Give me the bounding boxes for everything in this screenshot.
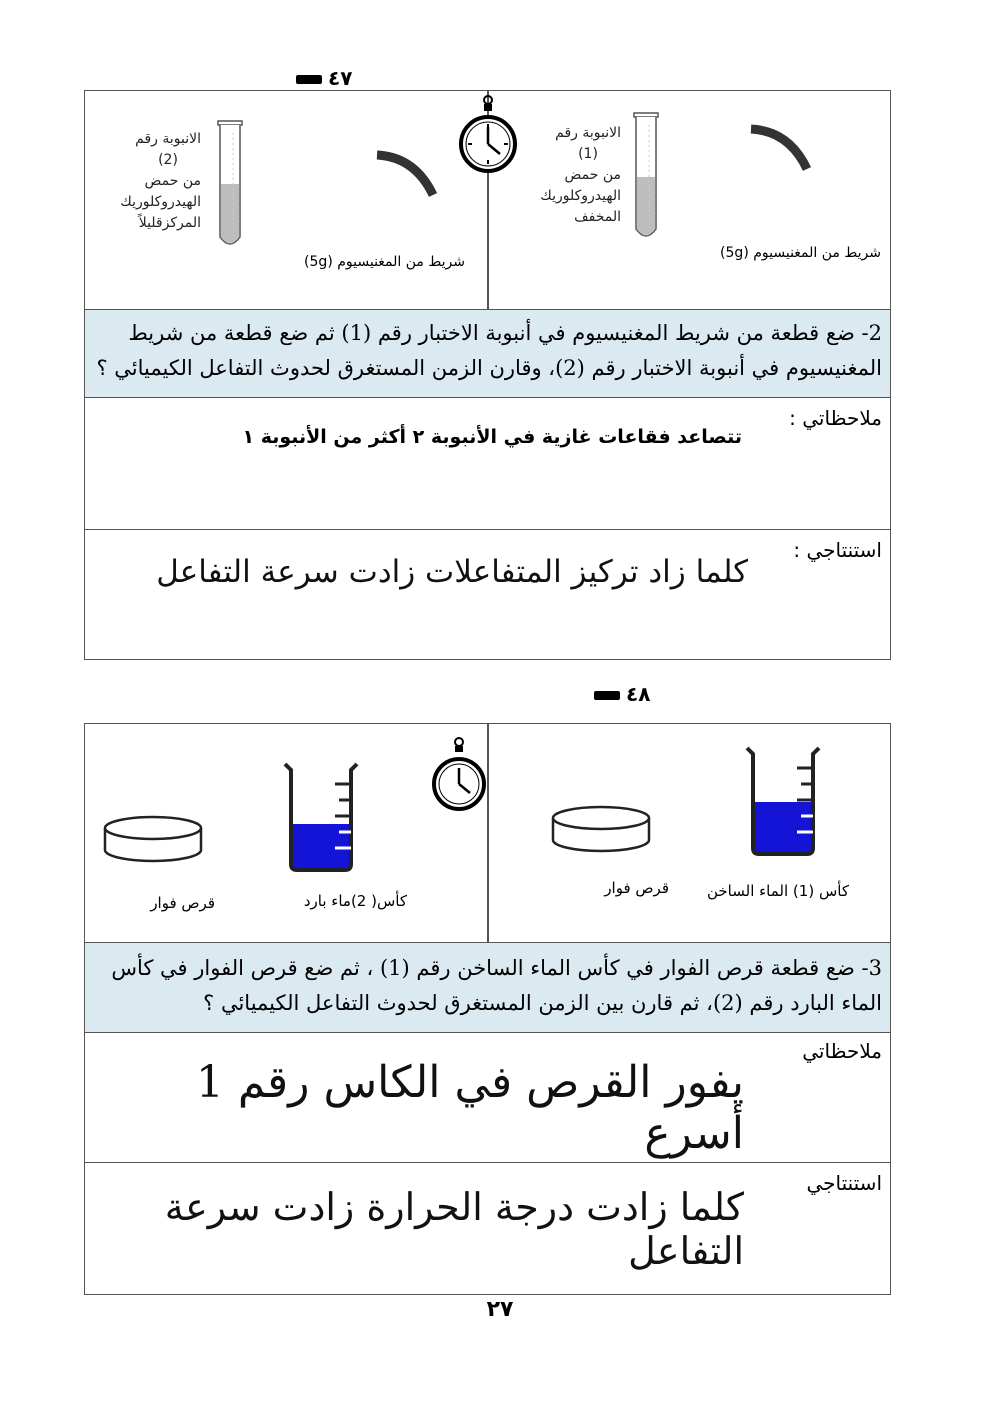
page-ref-number: ٤٧	[328, 66, 353, 90]
observations-label: ملاحظاتي :	[789, 406, 882, 430]
ribbon-label-right: شريط من المغنيسيوم (5g)	[720, 245, 881, 261]
tablet-label-left: قرص فوار	[150, 894, 215, 912]
question-line: الماء البارد رقم (2)، ثم قارن بين الزمن المستغرق لحدوث التفاعل الكيميائي ؟	[203, 991, 882, 1015]
observation-answer: يفور القرص في الكاس رقم 1 أسرع	[195, 1057, 744, 1159]
conclusion-label: استنتاجي :	[793, 538, 882, 562]
test-tube-2-icon	[215, 119, 245, 251]
observation-answer: تتصاعد فقاعات غازية في الأنبوبة ٢ أكثر من الأنبوبة ١	[242, 426, 742, 448]
tube-1-label	[525, 123, 621, 228]
question-row	[85, 309, 890, 397]
beaker-1-icon	[743, 744, 823, 858]
beaker-1-label: كأس (1) الماء الساخن	[706, 882, 849, 900]
test-tube-1-icon	[631, 111, 661, 243]
magnesium-ribbon-icon	[375, 149, 441, 199]
question-line: 3- ضع قطعة قرص الفوار في كأس الماء الساخن رقم (1) ، ثم ضع قرص الفوار في كأس	[111, 956, 882, 980]
stopwatch-icon	[457, 94, 519, 184]
tube-1-line: (1)	[578, 146, 598, 162]
tube-1-line: الانبوبة رقم	[555, 125, 621, 141]
page-ref-number: ٤٨	[626, 682, 651, 706]
tube-2-line: المركزقليلاً	[138, 215, 201, 231]
page-mark-icon	[594, 691, 620, 700]
observations-row	[85, 1032, 890, 1162]
magnesium-ribbon-icon	[749, 123, 815, 173]
conclusion-answer: كلما زاد تركيز المتفاعلات زادت سرعة التفاعل	[156, 554, 748, 590]
tube-2-label	[105, 129, 201, 234]
question-text	[93, 951, 882, 1021]
conclusion-answer: كلما زادت درجة الحرارة زادت سرعة التفاعل	[164, 1185, 744, 1273]
conclusion-row	[85, 1162, 890, 1296]
experiment-box-temperature	[84, 723, 891, 1295]
stopwatch-icon	[429, 736, 489, 820]
beaker-2-label: كأس( 2)ماء بارد	[303, 892, 407, 910]
observations-row	[85, 397, 890, 529]
tube-2-line: الهيدروكلوريك	[120, 194, 201, 210]
experiment-box-concentration	[84, 90, 891, 660]
effervescent-tablet-icon	[549, 804, 653, 854]
question-line: 2- ضع قطعة من شريط المغنيسيوم في أنبوبة الاختبار رقم (1) ثم ضع قطعة من شريط	[128, 321, 882, 345]
page-ref-47	[296, 66, 352, 90]
ribbon-label-left: شريط من المغنيسيوم (5g)	[304, 254, 465, 270]
tube-2-line: (2)	[158, 152, 178, 168]
question-line: المغنيسيوم في أنبوبة الاختبار رقم (2)، وقارن الزمن المستغرق لحدوث التفاعل الكيميائي ؟	[96, 356, 882, 380]
conclusion-label: استنتاجي	[806, 1171, 882, 1195]
question-text	[93, 316, 882, 386]
page-ref-48	[594, 682, 650, 706]
beaker-2-icon	[281, 760, 361, 874]
tube-2-line: الانبوبة رقم	[135, 131, 201, 147]
tablet-label-right: قرص فوار	[604, 879, 669, 897]
tube-1-line: المخفف	[574, 209, 621, 225]
observations-label: ملاحظاتي	[802, 1039, 882, 1063]
page-number: ٢٧	[486, 1297, 514, 1322]
tube-1-line: من حمض	[564, 167, 621, 183]
effervescent-tablet-icon	[101, 814, 205, 864]
conclusion-row	[85, 529, 890, 661]
tube-2-line: من حمض	[144, 173, 201, 189]
tube-1-line: الهيدروكلوريك	[540, 188, 621, 204]
page-mark-icon	[296, 75, 322, 84]
question-row	[85, 942, 890, 1032]
